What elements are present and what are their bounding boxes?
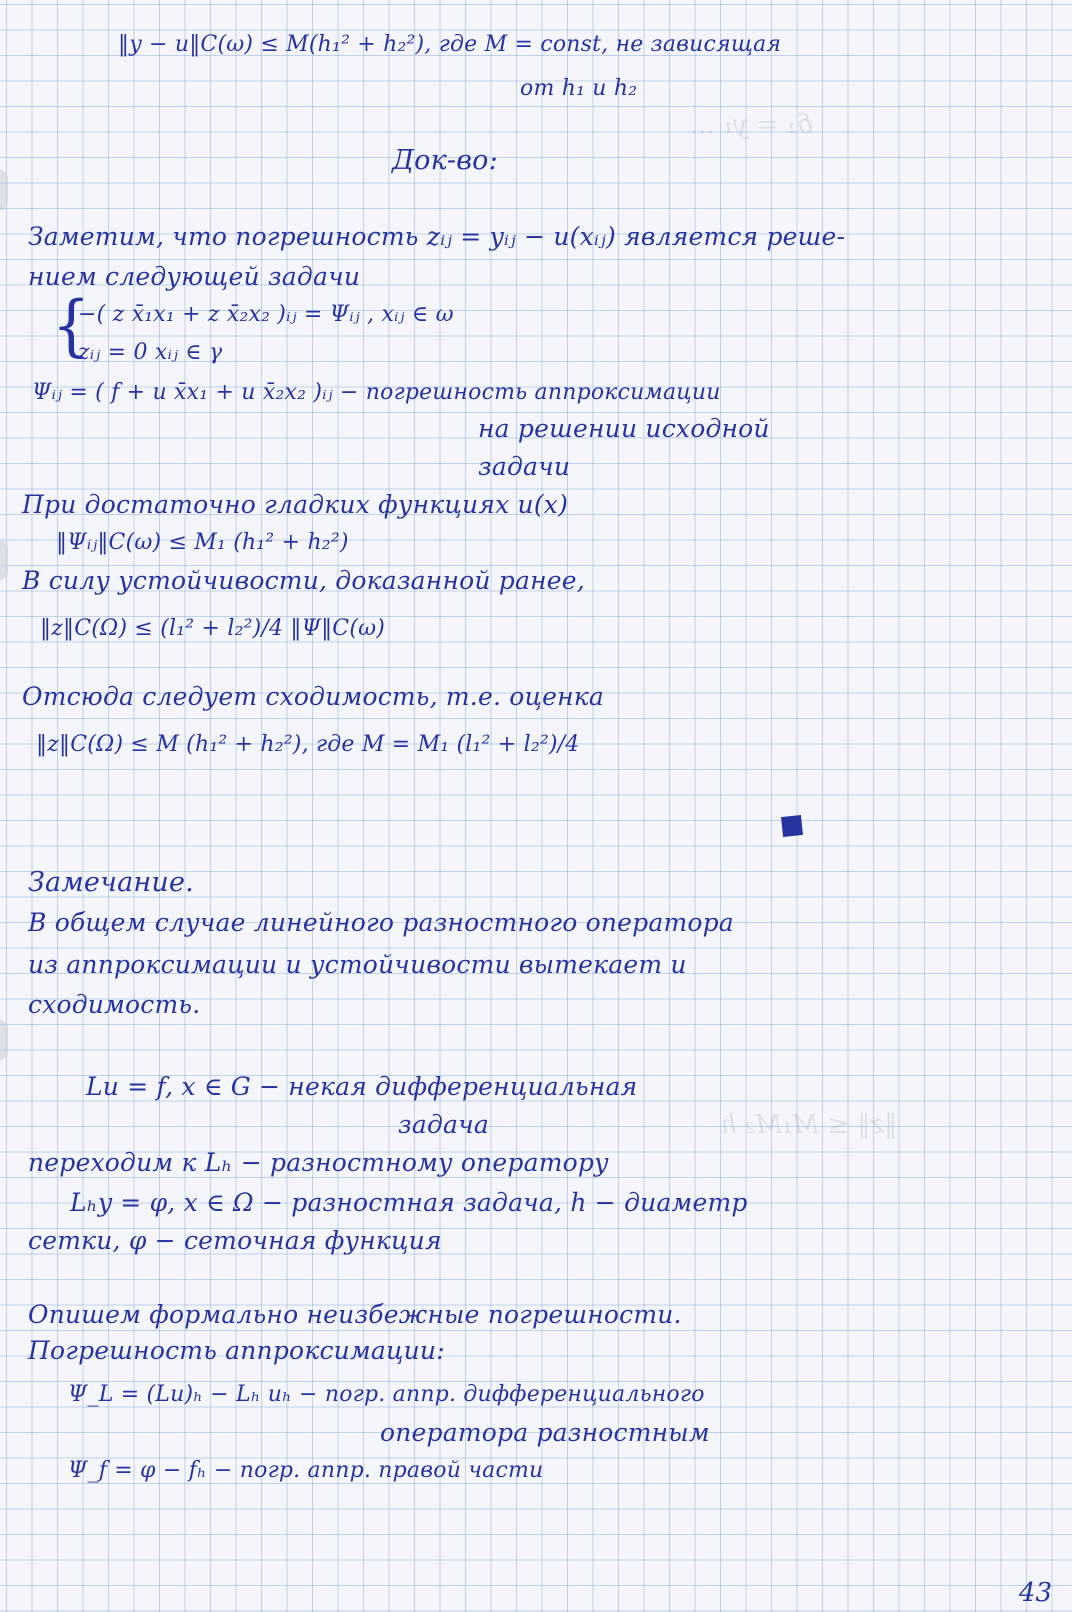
- estimate-line-cont: от h₁ и h₂: [520, 76, 638, 101]
- bleed-through-text: δ₁ = y₁ ...: [690, 110, 813, 140]
- formula-line: ‖z‖C(Ω) ≤ M (h₁² + h₂²), где M = M₁ (l₁² + l₂²)/4: [36, 732, 580, 757]
- qed-mark: [781, 815, 803, 837]
- system-boundary: zᵢⱼ = 0 xᵢⱼ ∈ γ: [78, 340, 223, 365]
- formula-line: Ψ_L = (Lu)ₕ − Lₕ uₕ − погр. аппр. дифференциального: [68, 1382, 705, 1407]
- text-line: Lₕy = φ, x ∈ Ω − разностная задача, h − диаметр: [70, 1188, 748, 1217]
- text-line: Погрешность аппроксимации:: [28, 1336, 445, 1365]
- text-line: При достаточно гладких функциях u(x): [22, 490, 569, 519]
- text-line: сетки, φ − сеточная функция: [28, 1226, 442, 1255]
- bleed-through-text: ‖z‖ ≤ M₁M₂ h: [720, 1110, 898, 1140]
- text-line: на решении исходной: [478, 414, 770, 443]
- text-line: задача: [398, 1110, 489, 1139]
- text-line: нием следующей задачи: [28, 262, 361, 291]
- text-line: В общем случае линейного разностного оператора: [28, 908, 734, 937]
- system-equation: −( z x̄₁x₁ + z x̄₂x₂ )ᵢⱼ = Ψᵢⱼ , xᵢⱼ ∈ ω: [78, 302, 454, 327]
- approximation-error-def: Ψᵢⱼ = ( f + u x̄x₁ + u x̄₂x₂ )ᵢⱼ − погрешность аппроксимации: [32, 380, 721, 405]
- text-line: переходим к Lₕ − разностному оператору: [28, 1148, 609, 1177]
- remark-heading: Замечание.: [28, 867, 194, 898]
- text-line: Lu = f, x ∈ G − некая дифференциальная: [86, 1072, 638, 1101]
- formula-line: ‖z‖C(Ω) ≤ (l₁² + l₂²)/4 ‖Ψ‖C(ω): [40, 616, 386, 641]
- formula-line: Ψ_f = φ − fₕ − погр. аппр. правой части: [68, 1458, 544, 1483]
- estimate-line: ‖y − u‖C(ω) ≤ M(h₁² + h₂²), где M = const, не зависящая: [118, 32, 782, 57]
- text-line: В силу устойчивости, доказанной ранее,: [22, 566, 585, 595]
- text-line: Заметим, что погрешность zᵢⱼ = yᵢⱼ − u(xᵢⱼ) является реше-: [28, 222, 846, 251]
- page-number: 43: [1018, 1578, 1052, 1608]
- text-line: сходимость.: [28, 990, 201, 1019]
- text-line: задачи: [478, 452, 571, 481]
- formula-line: ‖Ψᵢⱼ‖C(ω) ≤ M₁ (h₁² + h₂²): [56, 530, 349, 555]
- text-line: из аппроксимации и устойчивости вытекает и: [28, 950, 687, 979]
- text-line: Отсюда следует сходимость, т.е. оценка: [22, 682, 605, 711]
- text-line: Опишем формально неизбежные погрешности.: [28, 1300, 682, 1329]
- proof-heading: Док-во:: [392, 145, 498, 176]
- system-brace: {: [52, 287, 91, 365]
- text-line: оператора разностным: [380, 1418, 710, 1447]
